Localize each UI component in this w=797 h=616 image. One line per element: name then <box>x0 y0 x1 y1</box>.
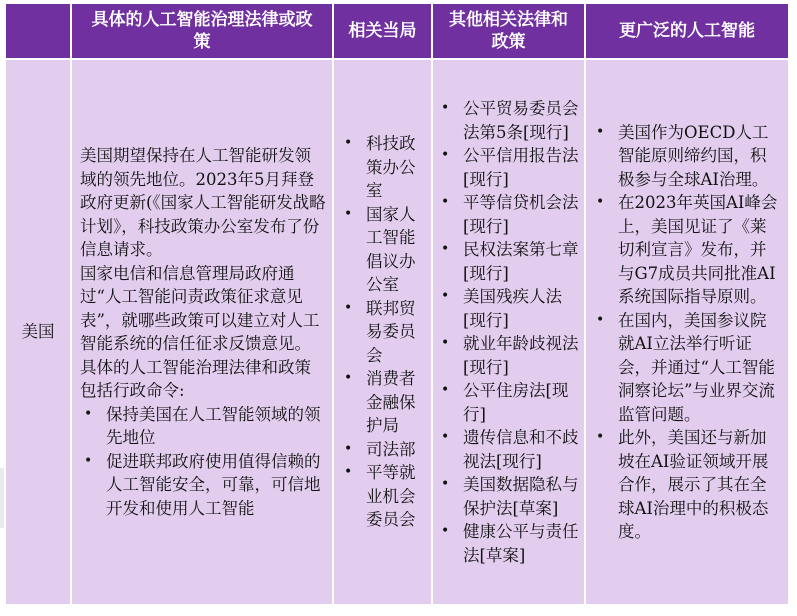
header-country <box>5 3 71 59</box>
law-text: 美国残疾人法[现行] <box>463 287 562 330</box>
bullet-icon: • <box>596 429 605 445</box>
broader-ai-text: 在国内，美国参议院就AI立法举行听证会，并通过“人工智能洞察论坛”与业界交流监管问题。 <box>618 310 775 424</box>
bullet-icon: • <box>441 194 450 210</box>
broader-ai-text: 美国作为OECD人工智能原则缔约国，积极参与全球AI治理。 <box>618 122 769 189</box>
list-item <box>340 438 427 462</box>
table-row <box>5 59 789 605</box>
list-item <box>437 473 580 520</box>
list-item <box>437 238 580 285</box>
list-item <box>80 450 326 521</box>
broader-ai-list <box>592 121 780 544</box>
broader-ai-text: 在2023年英国AI峰会上，美国见证了《莱切利宣言》发布，并与G7成员共同批准AI系统国际指导原则。 <box>618 193 778 306</box>
policy-bullet-text: 保持美国在人工智能领域的领先地位 <box>106 404 321 447</box>
bullet-icon: • <box>596 123 605 140</box>
bullet-icon: • <box>441 335 450 351</box>
law-text: 平等信贷机会法[现行] <box>463 193 579 236</box>
other-laws-cell <box>432 59 585 605</box>
header-row <box>5 3 789 59</box>
bullet-icon: • <box>441 382 450 398</box>
policy-paragraph: 国家电信和信息管理局政府通过“人工智能问责政策征求意见表”，就哪些政策可以建立对人工智能系统的信任征求反馈意见。 <box>80 263 320 353</box>
bullet-icon: • <box>441 147 450 163</box>
header-other-laws-text: 其他相关法律和政策 <box>449 10 568 52</box>
law-text: 公平贸易委员会法第5条[现行] <box>463 99 579 142</box>
list-item <box>437 520 580 567</box>
bullet-icon: • <box>596 311 605 328</box>
header-policy <box>71 3 333 59</box>
authorities-cell <box>333 59 432 605</box>
list-item <box>437 379 580 426</box>
bullet-icon: • <box>441 100 450 116</box>
bullet-icon: • <box>344 370 353 387</box>
list-item <box>80 403 326 450</box>
bullet-icon: • <box>441 429 450 445</box>
bullet-icon: • <box>84 405 93 422</box>
other-laws-list <box>437 97 580 567</box>
authority-text: 联邦贸易委员会 <box>366 298 416 365</box>
list-item <box>437 332 580 379</box>
ai-governance-table <box>4 2 790 606</box>
law-text: 遗传信息和不歧视法[现行] <box>463 428 579 471</box>
bullet-icon: • <box>441 288 450 304</box>
header-authorities: 相关当局 <box>333 3 432 59</box>
list-item <box>592 191 780 309</box>
list-item <box>340 203 427 297</box>
country-cell: 美国 <box>5 59 71 605</box>
list-item <box>437 191 580 238</box>
authority-text: 消费者金融保护局 <box>366 369 416 436</box>
policy-bullet-text: 促进联邦政府使用值得信赖的人工智能安全，可靠，可信地开发和使用人工智能 <box>106 451 321 518</box>
broader-ai-text: 此外，美国还与新加坡在AI验证领域开展合作，展示了其在全球AI治理中的积极态度。 <box>618 428 769 541</box>
list-item <box>340 297 427 368</box>
authority-text: 科技政策办公室 <box>366 134 416 201</box>
bullet-icon: • <box>344 135 353 152</box>
policy-paragraph: 具体的人工智能治理法律和政策包括行政命令: <box>80 357 311 400</box>
list-item <box>340 367 427 438</box>
authorities-list <box>340 132 427 532</box>
law-text: 健康公平与责任法[草案] <box>463 522 579 565</box>
authority-text: 司法部 <box>366 439 416 459</box>
authority-text: 国家人工智能倡议办公室 <box>366 204 416 295</box>
header-policy-text: 具体的人工智能治理法律或政策 <box>91 10 313 52</box>
law-text: 美国数据隐私与保护法[草案] <box>463 475 579 518</box>
header-broader-ai: 更广泛的人工智能 <box>585 3 789 59</box>
authority-text: 平等就业机会委员会 <box>366 463 416 530</box>
broader-ai-cell <box>585 59 789 605</box>
list-item <box>592 426 780 544</box>
list-item <box>592 121 780 192</box>
law-text: 民权法案第七章[现行] <box>463 240 579 283</box>
bullet-icon: • <box>441 476 450 492</box>
list-item <box>340 461 427 532</box>
bullet-icon: • <box>344 205 353 222</box>
law-text: 公平信用报告法[现行] <box>463 146 579 189</box>
bullet-icon: • <box>441 241 450 257</box>
list-item <box>592 309 780 427</box>
bullet-icon: • <box>344 440 353 457</box>
bullet-icon: • <box>84 452 93 469</box>
bullet-icon: • <box>596 194 605 210</box>
bullet-icon: • <box>441 523 450 539</box>
law-text: 就业年龄歧视法[现行] <box>463 334 579 377</box>
list-item <box>437 426 580 473</box>
bullet-icon: • <box>344 299 353 316</box>
bullet-icon: • <box>344 464 353 481</box>
list-item <box>437 285 580 332</box>
list-item <box>340 132 427 203</box>
list-item <box>437 97 580 144</box>
policy-paragraph: 美国期望保持在人工智能研发领域的领先地位。2023年5月拜登政府更新(《国家人工智能研发战略计划》，科技政策办公室发布了份信息请求。 <box>80 146 326 259</box>
policy-bullet-list <box>80 403 326 521</box>
law-text: 公平住房法[现行] <box>463 381 569 424</box>
header-other-laws <box>432 3 585 59</box>
policy-cell <box>71 59 333 605</box>
list-item <box>437 144 580 191</box>
